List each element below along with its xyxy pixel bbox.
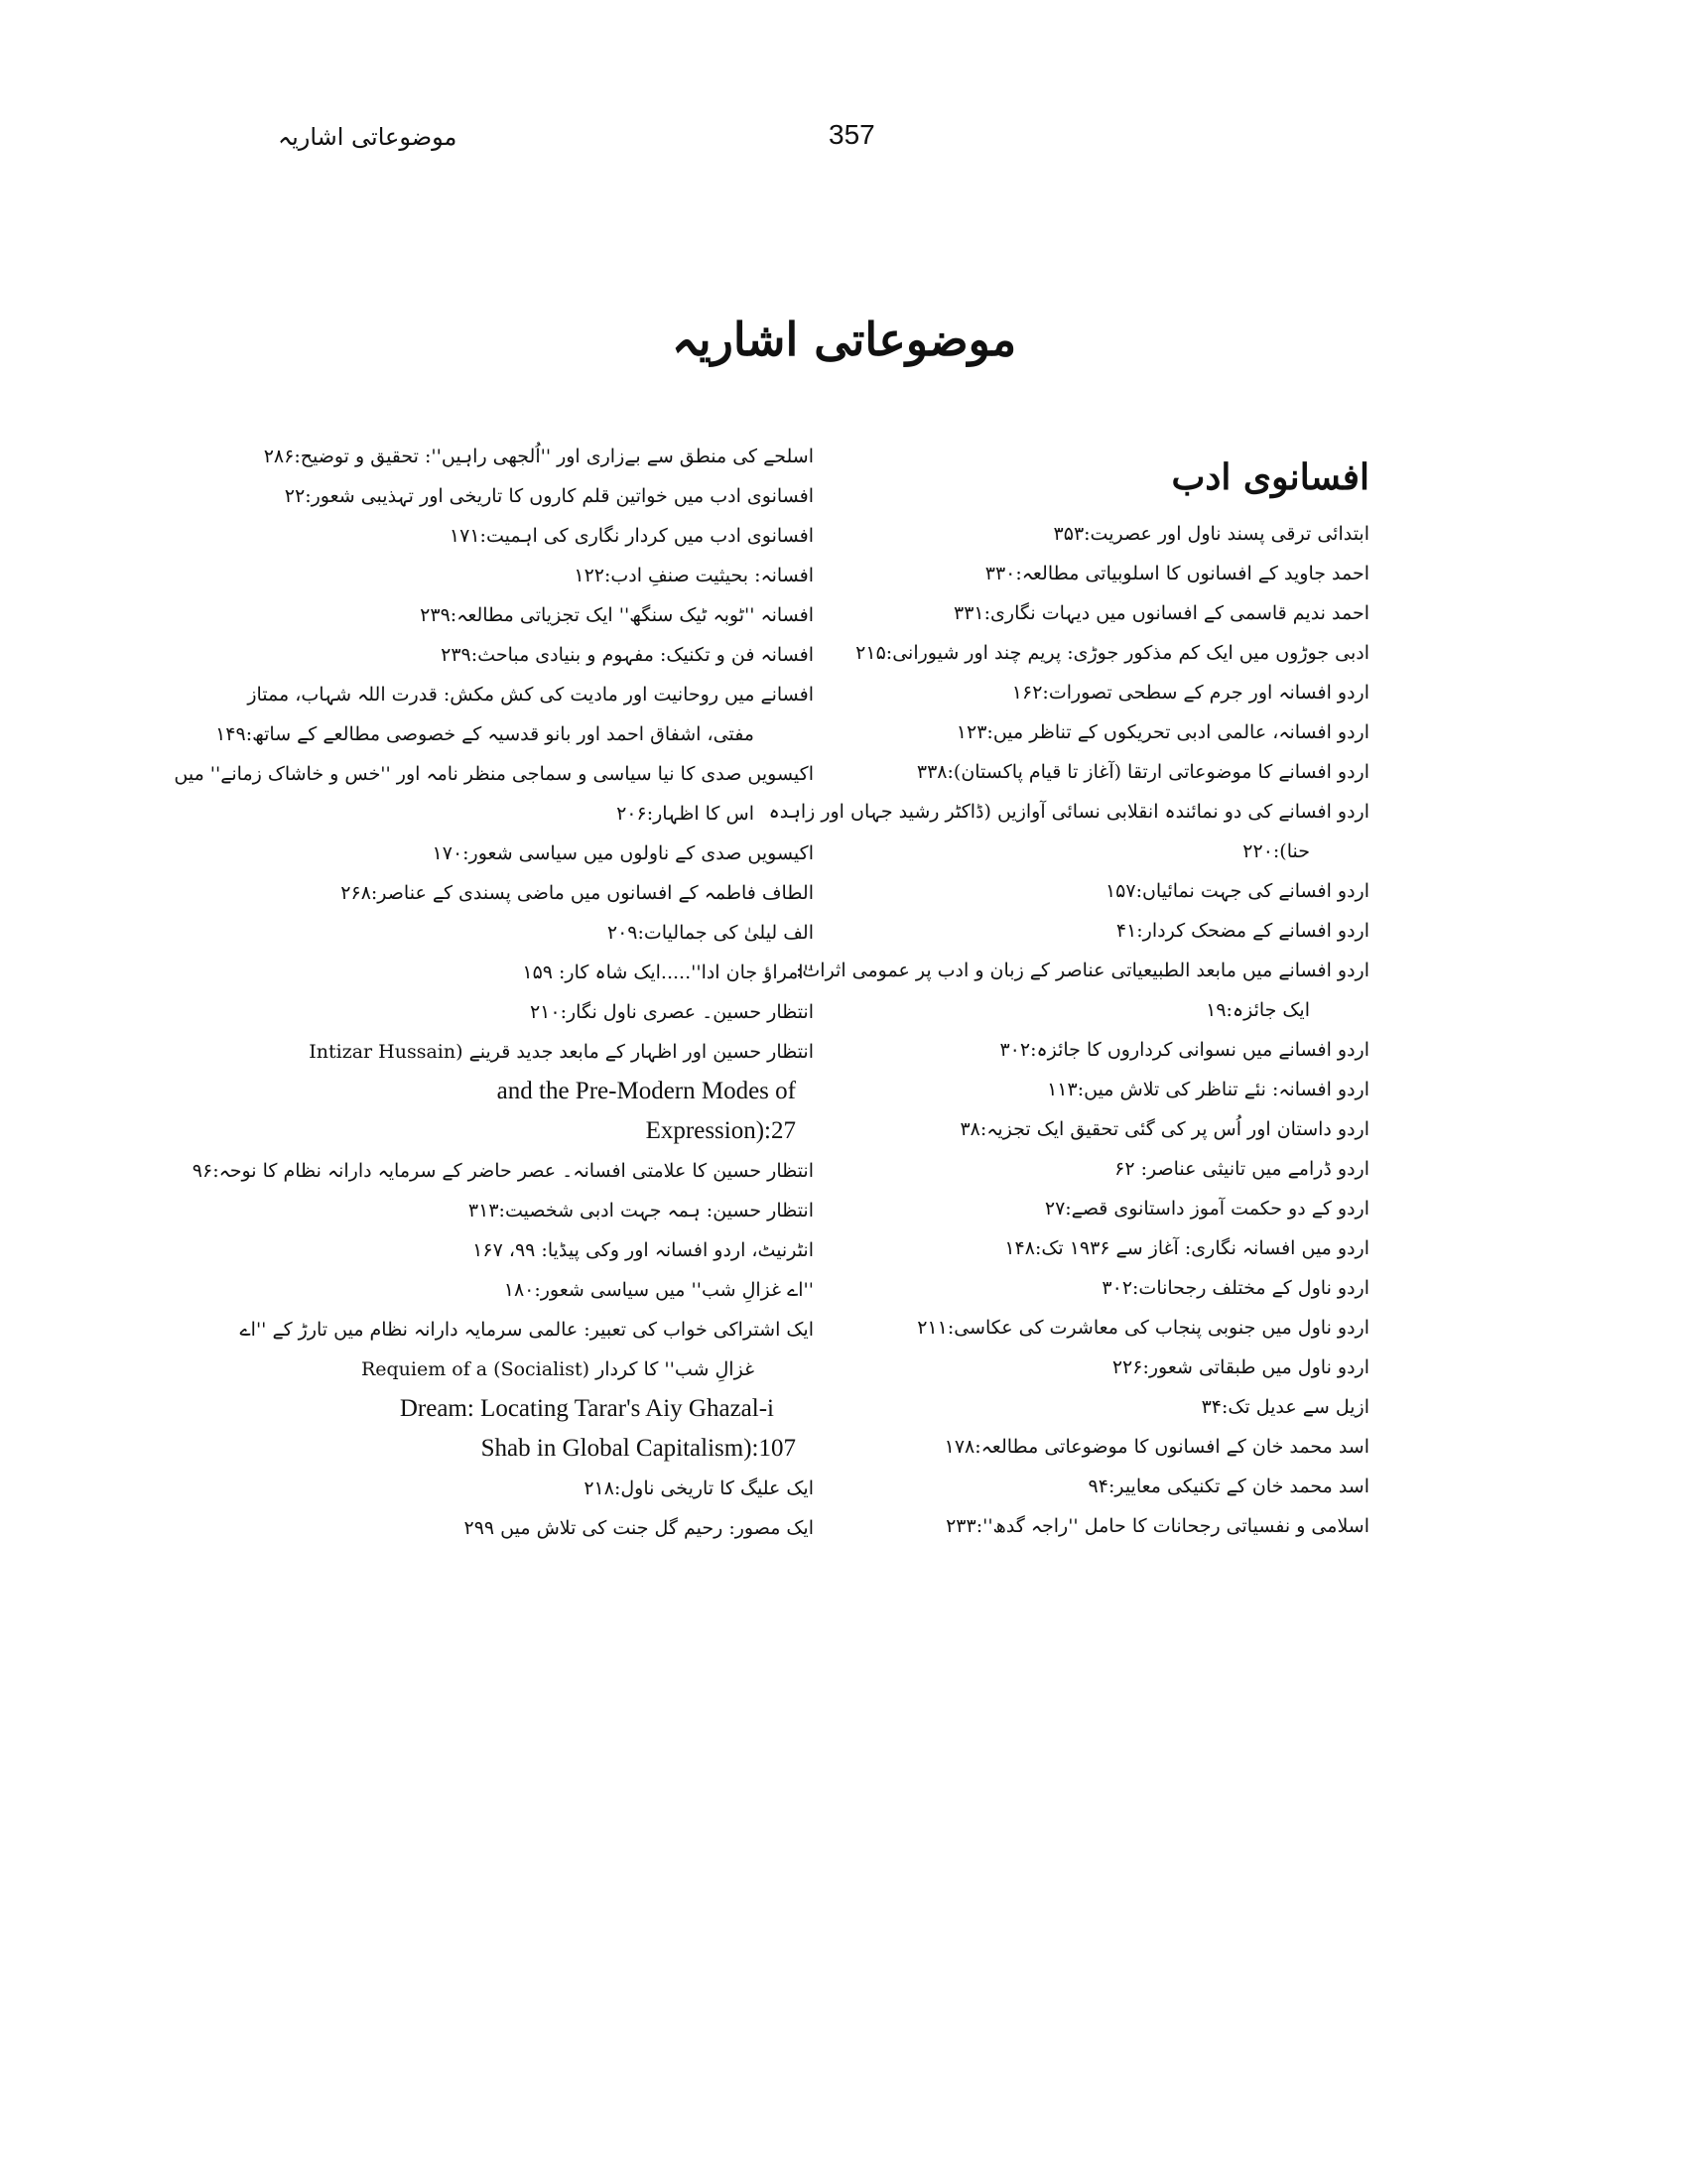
- right-column: [768, 437, 1369, 1546]
- index-entry: افسانہ ''ٹوبہ ٹیک سنگھ'' ایک تجزیاتی مطالعہ:۲۳۹: [420, 604, 814, 626]
- index-entry: ابتدائی ترقی پسند ناول اور عصریت:۳۵۳: [1053, 523, 1369, 545]
- index-entry: اردو افسانے کی جہت نمائیاں:۱۵۷: [1104, 880, 1369, 902]
- index-entry: ادبی جوڑوں میں ایک کم مذکور جوڑی: پریم چند اور شیورانی:۲۱۵: [855, 642, 1369, 664]
- index-entry: اکیسویں صدی کے ناولوں میں سیاسی شعور:۱۷۰: [432, 842, 814, 864]
- index-entry: اردو افسانے کے مضحک کردار:۴۱: [1115, 920, 1369, 942]
- index-entry-continuation: غزالِ شب'' کا کردار (Requiem of a (Socialist: [360, 1358, 754, 1380]
- index-entry: الف لیلیٰ کی جمالیات:۲۰۹: [606, 922, 814, 944]
- index-entry: انتظار حسین کا علامتی افسانہ۔ عصر حاضر کے سرمایہ دارانہ نظام کا نوحہ:۹۶: [192, 1160, 814, 1182]
- index-entry: اردو افسانے میں نسوانی کرداروں کا جائزہ:۳۰۲: [999, 1039, 1369, 1061]
- index-entry: اردو کے دو حکمت آموز داستانوی قصے:۲۷: [1044, 1198, 1369, 1220]
- index-entry: اردو افسانہ اور جرم کے سطحی تصورات:۱۶۲: [1011, 682, 1369, 704]
- index-entry: ایک اشتراکی خواب کی تعبیر: عالمی سرمایہ دارانہ نظام میں تارڑ کے ''اے: [239, 1319, 814, 1341]
- index-entry: ایک مصور: رحیم گل جنت کی تلاش میں ۲۹۹: [463, 1517, 814, 1539]
- index-entry: انٹرنیٹ، اردو افسانہ اور وکی پیڈیا: ۹۹، ۱۶۷: [472, 1239, 814, 1261]
- index-entry-continuation: حنا):۲۲۰: [1242, 840, 1310, 862]
- index-entry: اردو داستان اور اُس پر کی گئی تحقیق ایک تجزیہ:۳۸: [960, 1118, 1369, 1140]
- index-entry: اردو افسانہ: نئے تناظر کی تلاش میں:۱۱۳: [1047, 1079, 1369, 1100]
- index-entry-continuation: اس کا اظہار:۲۰۶: [616, 803, 754, 825]
- index-entry-continuation: ایک جائزہ:۱۹: [1206, 999, 1310, 1021]
- index-entry: اسلامی و نفسیاتی رجحانات کا حامل ''راجہ گدھ'':۲۳۳: [946, 1515, 1369, 1537]
- page-title: موضوعاتی اشاریہ: [671, 313, 1017, 366]
- index-entry: اردو افسانے کی دو نمائندہ انقلابی نسائی آوازیں (ڈاکٹر رشید جہاں اور زاہدہ: [768, 801, 1369, 823]
- index-entry: احمد جاوید کے افسانوں کا اسلوبیاتی مطالعہ:۳۳۰: [984, 563, 1369, 584]
- index-entry: ''امراؤ جان ادا''.....ایک شاہ کار: ۱۵۹: [522, 962, 814, 983]
- page-number: 357: [829, 119, 875, 150]
- index-entry: افسانہ فن و تکنیک: مفہوم و بنیادی مباحث:۲۳۹: [441, 644, 814, 666]
- index-entry-english-continuation: Expression):27: [645, 1117, 796, 1144]
- index-entry: اردو ناول میں طبقاتی شعور:۲۲۶: [1111, 1356, 1369, 1378]
- index-entry: اردو میں افسانہ نگاری: آغاز سے ۱۹۳۶ تک:۱۴۸: [1004, 1237, 1369, 1259]
- left-column: [174, 437, 814, 1548]
- index-entry: ازیل سے عدیل تک:۳۴: [1201, 1396, 1369, 1418]
- index-entry: اسد محمد خان کے تکنیکی معاییر:۹۴: [1088, 1476, 1369, 1497]
- index-entry: اردو ناول کے مختلف رجحانات:۳۰۲: [1102, 1277, 1369, 1299]
- index-entry: اردو افسانہ، عالمی ادبی تحریکوں کے تناظر میں:۱۲۳: [956, 721, 1369, 743]
- index-entry: اردو افسانے میں مابعد الطبیعیاتی عناصر کے زبان و ادب پر عمومی اثرات:: [796, 960, 1369, 981]
- index-entry: افسانوی ادب میں کردار نگاری کی اہمیت:۱۷۱: [449, 525, 814, 547]
- index-entry-english-continuation: Dream: Locating Tarar's Aiy Ghazal-i: [399, 1395, 774, 1422]
- index-entry: الطاف فاطمہ کے افسانوں میں ماضی پسندی کے عناصر:۲۶۸: [340, 882, 814, 904]
- section-heading: افسانوی ادب: [1171, 456, 1369, 498]
- index-entry-continuation: مفتی، اشفاق احمد اور بانو قدسیہ کے خصوصی مطالعے کے ساتھ:۱۴۹: [215, 723, 754, 745]
- index-entry: انتظار حسین: ہمہ جہت ادبی شخصیت:۳۱۳: [467, 1200, 814, 1221]
- index-entry: اردو افسانے کا موضوعاتی ارتقا (آغاز تا قیام پاکستان):۳۳۸: [916, 761, 1369, 783]
- running-title: موضوعاتی اشاریہ: [278, 123, 457, 151]
- index-entry: اکیسویں صدی کا نیا سیاسی و سماجی منظر نامہ اور ''خس و خاشاک زمانے'' میں: [174, 763, 814, 785]
- index-entry-english-continuation: Shab in Global Capitalism):107: [480, 1435, 796, 1462]
- index-entry: افسانوی ادب میں خواتین قلم کاروں کا تاریخی اور تہذیبی شعور:۲۲: [284, 485, 814, 507]
- index-entry: اردو ناول میں جنوبی پنجاب کی معاشرت کی عکاسی:۲۱۱: [917, 1317, 1369, 1339]
- index-entry: ایک علیگ کا تاریخی ناول:۲۱۸: [584, 1477, 814, 1499]
- index-entry: افسانے میں روحانیت اور مادیت کی کش مکش: قدرت اللہ شہاب، ممتاز: [247, 684, 814, 706]
- index-entry: اردو ڈرامے میں تانیثی عناصر: ۶۲: [1114, 1158, 1369, 1180]
- index-entry: اسد محمد خان کے افسانوں کا موضوعاتی مطالعہ:۱۷۸: [944, 1436, 1369, 1458]
- index-entry: اسلحے کی منطق سے بےزاری اور ''اُلجھی راہیں'': تحقیق و توضیح:۲۸۶: [263, 446, 814, 467]
- index-entry: انتظار حسین اور اظہار کے مابعد جدید قرینے (Intizar Hussain: [309, 1041, 814, 1063]
- index-entry: احمد ندیم قاسمی کے افسانوں میں دیہات نگاری:۳۳۱: [954, 602, 1369, 624]
- index-entry: ''اے غزالِ شب'' میں سیاسی شعور:۱۸۰: [503, 1279, 814, 1301]
- index-entry: افسانہ: بحیثیت صنفِ ادب:۱۲۲: [574, 565, 814, 586]
- index-entry-english-continuation: and the Pre-Modern Modes of: [496, 1078, 796, 1104]
- index-entry: انتظار حسین۔ عصری ناول نگار:۲۱۰: [529, 1001, 814, 1023]
